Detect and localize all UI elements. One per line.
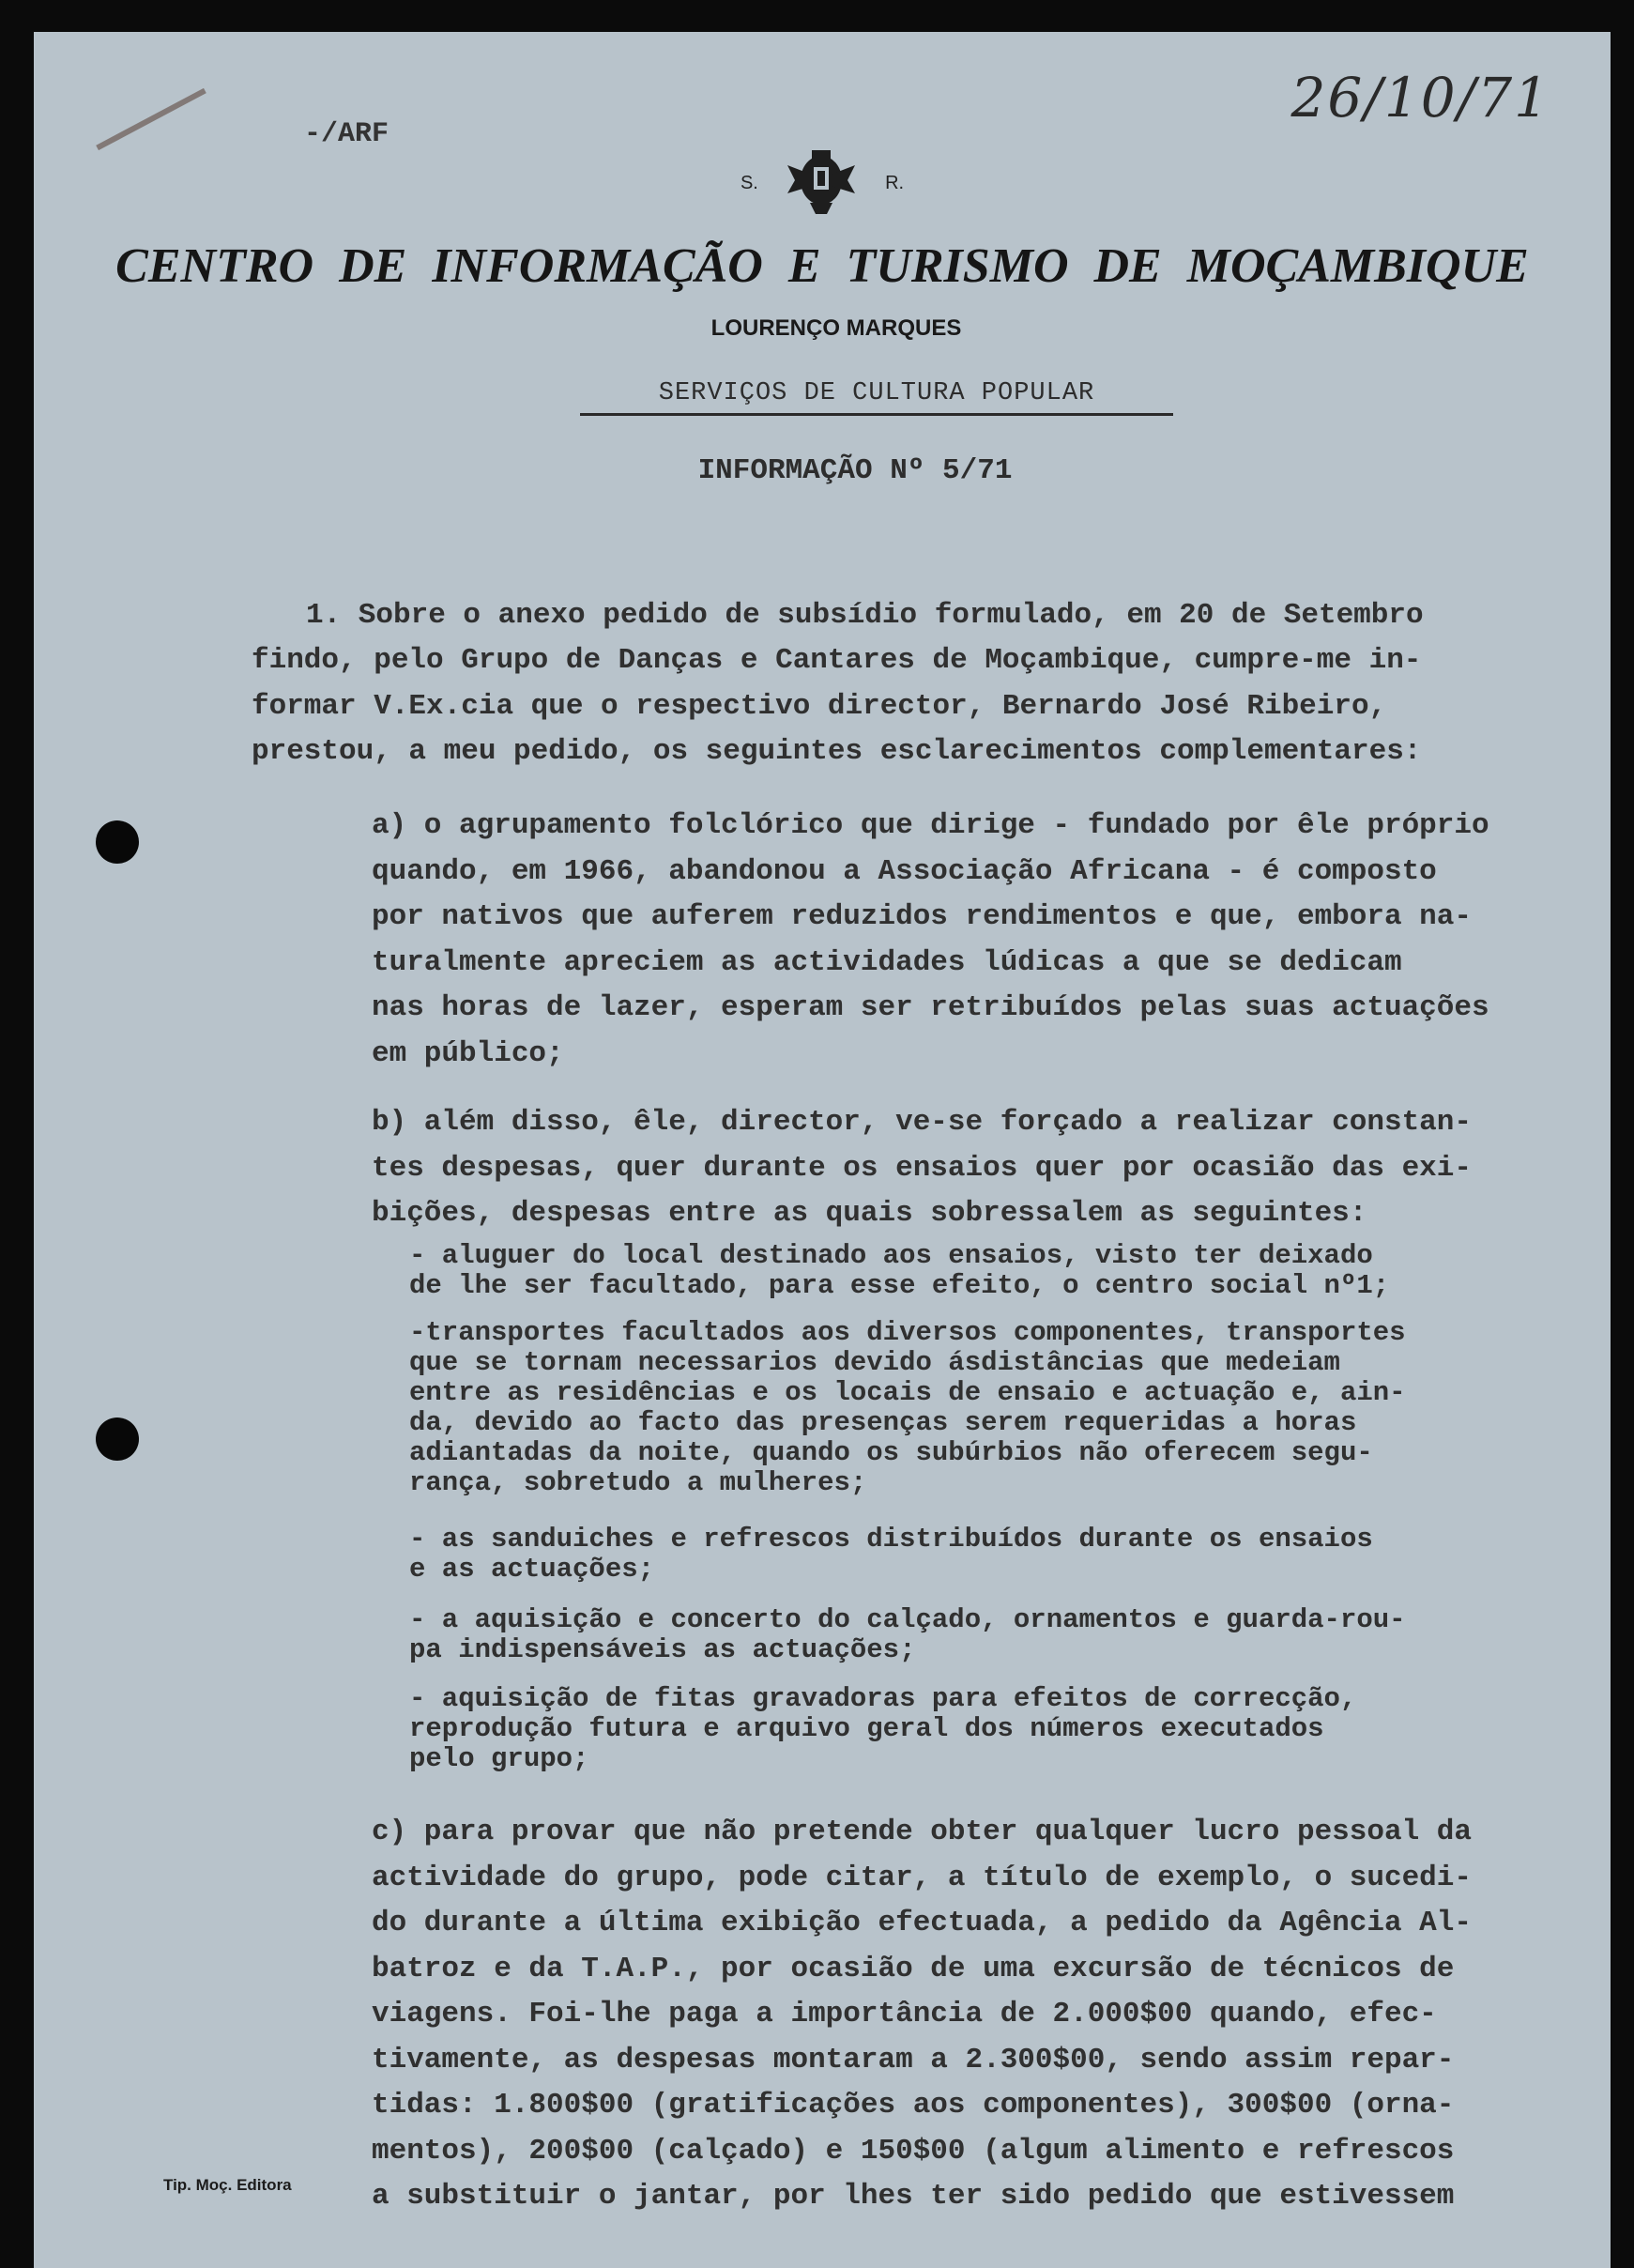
pen-mark <box>96 88 206 150</box>
information-number: INFORMAÇÃO Nº 5/71 <box>697 454 1013 487</box>
text-line: turalmente apreciem as actividades lúdicas a que se dedicam <box>372 945 1402 979</box>
paragraph-1-cont <box>252 638 1565 775</box>
text-line: a) o agrupamento folclórico que dirige - fundado por êle próprio <box>372 809 1489 842</box>
text-line: viagens. Foi-lhe paga a importância de 2.000$00 quando, efec- <box>372 1998 1437 2030</box>
text-line: do durante a última exibição efectuada, a pedido da Agência Al- <box>372 1907 1472 1939</box>
text-line: c) para provar que não pretende obter qualquer lucro pessoal da <box>372 1816 1472 1848</box>
text-line: que se tornam necessarios devido ásdistâncias que medeiam <box>409 1347 1340 1378</box>
handwritten-date: 26/10/71 <box>1290 66 1550 130</box>
dash-item-1 <box>409 1241 1601 1301</box>
city-name: LOURENÇO MARQUES <box>710 315 962 341</box>
text-line: -transportes facultados aos diversos componentes, transportes <box>409 1317 1406 1348</box>
text-line: - as sanduiches e refrescos distribuídos durante os ensaios <box>409 1524 1373 1555</box>
text-line: - aquisição de fitas gravadoras para efeitos de correcção, <box>409 1683 1357 1714</box>
service-heading: SERVIÇOS DE CULTURA POPULAR <box>580 379 1173 416</box>
printer-imprint: Tip. Moç. Editora <box>163 2176 292 2194</box>
text-line: tidas: 1.800$00 (gratificações aos componentes), 300$00 (orna- <box>372 2089 1455 2122</box>
dash-item-3 <box>409 1525 1601 1585</box>
text-line: prestou, a meu pedido, os seguintes esclarecimentos complementares: <box>252 735 1422 768</box>
dash-item-2 <box>409 1318 1601 1498</box>
text-line: - a aquisição e concerto do calçado, ornamentos e guarda-rou- <box>409 1604 1406 1635</box>
text-line: formar V.Ex.cia que o respectivo director, Bernardo José Ribeiro, <box>252 689 1387 723</box>
emblem-left-letter: S. <box>740 173 758 193</box>
text-line: rança, sobretudo a mulheres; <box>409 1467 867 1498</box>
text-line: bições, despesas entre as quais sobressalem as seguintes: <box>372 1197 1367 1230</box>
text-line: batroz e da T.A.P., por ocasião de uma excursão de técnicos de <box>372 1952 1455 1985</box>
punch-hole-top <box>96 820 139 864</box>
text-line: pa indispensáveis as actuações; <box>409 1634 916 1665</box>
text-line: 1. Sobre o anexo pedido de subsídio formulado, em 20 de Setembro <box>306 599 1424 632</box>
item-c <box>372 1810 1601 2220</box>
emblem-right-letter: R. <box>885 173 905 193</box>
text-line: mentos), 200$00 (calçado) e 150$00 (algum alimento e refrescos <box>372 2134 1455 2168</box>
text-line: tes despesas, quer durante os ensaios quer por ocasião das exi- <box>372 1151 1472 1185</box>
text-line: em público; <box>372 1036 564 1070</box>
text-line: por nativos que auferem reduzidos rendimentos e que, embora na- <box>372 900 1472 933</box>
text-line: da, devido ao facto das presenças serem requeridas a horas <box>409 1407 1357 1438</box>
text-line: nas horas de lazer, esperam ser retribuídos pelas suas actuações <box>372 991 1489 1024</box>
item-b <box>372 1100 1611 1237</box>
text-line: e as actuações; <box>409 1554 655 1585</box>
text-line: actividade do grupo, pode citar, a título de exemplo, o sucedi- <box>372 1861 1472 1894</box>
text-line: b) além disso, êle, director, ve-se forçado a realizar constan- <box>372 1106 1472 1139</box>
text-line: a substituir o jantar, por lhes ter sido pedido que estivessem <box>372 2180 1455 2213</box>
text-line: de lhe ser facultado, para esse efeito, o centro social nº1; <box>409 1270 1390 1301</box>
paragraph-1 <box>306 593 1592 639</box>
text-line: entre as residências e os locais de ensaio e actuação e, ain- <box>409 1377 1406 1408</box>
document-page <box>34 32 1611 2268</box>
punch-hole-bottom <box>96 1418 139 1461</box>
text-line: pelo grupo; <box>409 1743 589 1774</box>
text-line: - aluguer do local destinado aos ensaios, visto ter deixado <box>409 1240 1373 1271</box>
item-a <box>372 804 1611 1077</box>
dash-item-4 <box>409 1605 1601 1665</box>
emblem-row <box>34 146 1611 231</box>
text-line: adiantadas da noite, quando os subúrbios não oferecem segu- <box>409 1437 1373 1468</box>
reference-code: -/ARF <box>304 118 389 150</box>
dash-item-5 <box>409 1684 1601 1774</box>
coat-of-arms-icon <box>784 146 859 221</box>
page-title: CENTRO DE INFORMAÇÃO E TURISMO DE MOÇAMBIQUE <box>115 239 1529 293</box>
text-line: tivamente, as despesas montaram a 2.300$00, sendo assim repar- <box>372 2043 1455 2076</box>
text-line: reprodução futura e arquivo geral dos números executados <box>409 1713 1324 1744</box>
text-line: quando, em 1966, abandonou a Associação Africana - é composto <box>372 854 1437 888</box>
text-line: findo, pelo Grupo de Danças e Cantares de Moçambique, cumpre-me in- <box>252 644 1422 677</box>
